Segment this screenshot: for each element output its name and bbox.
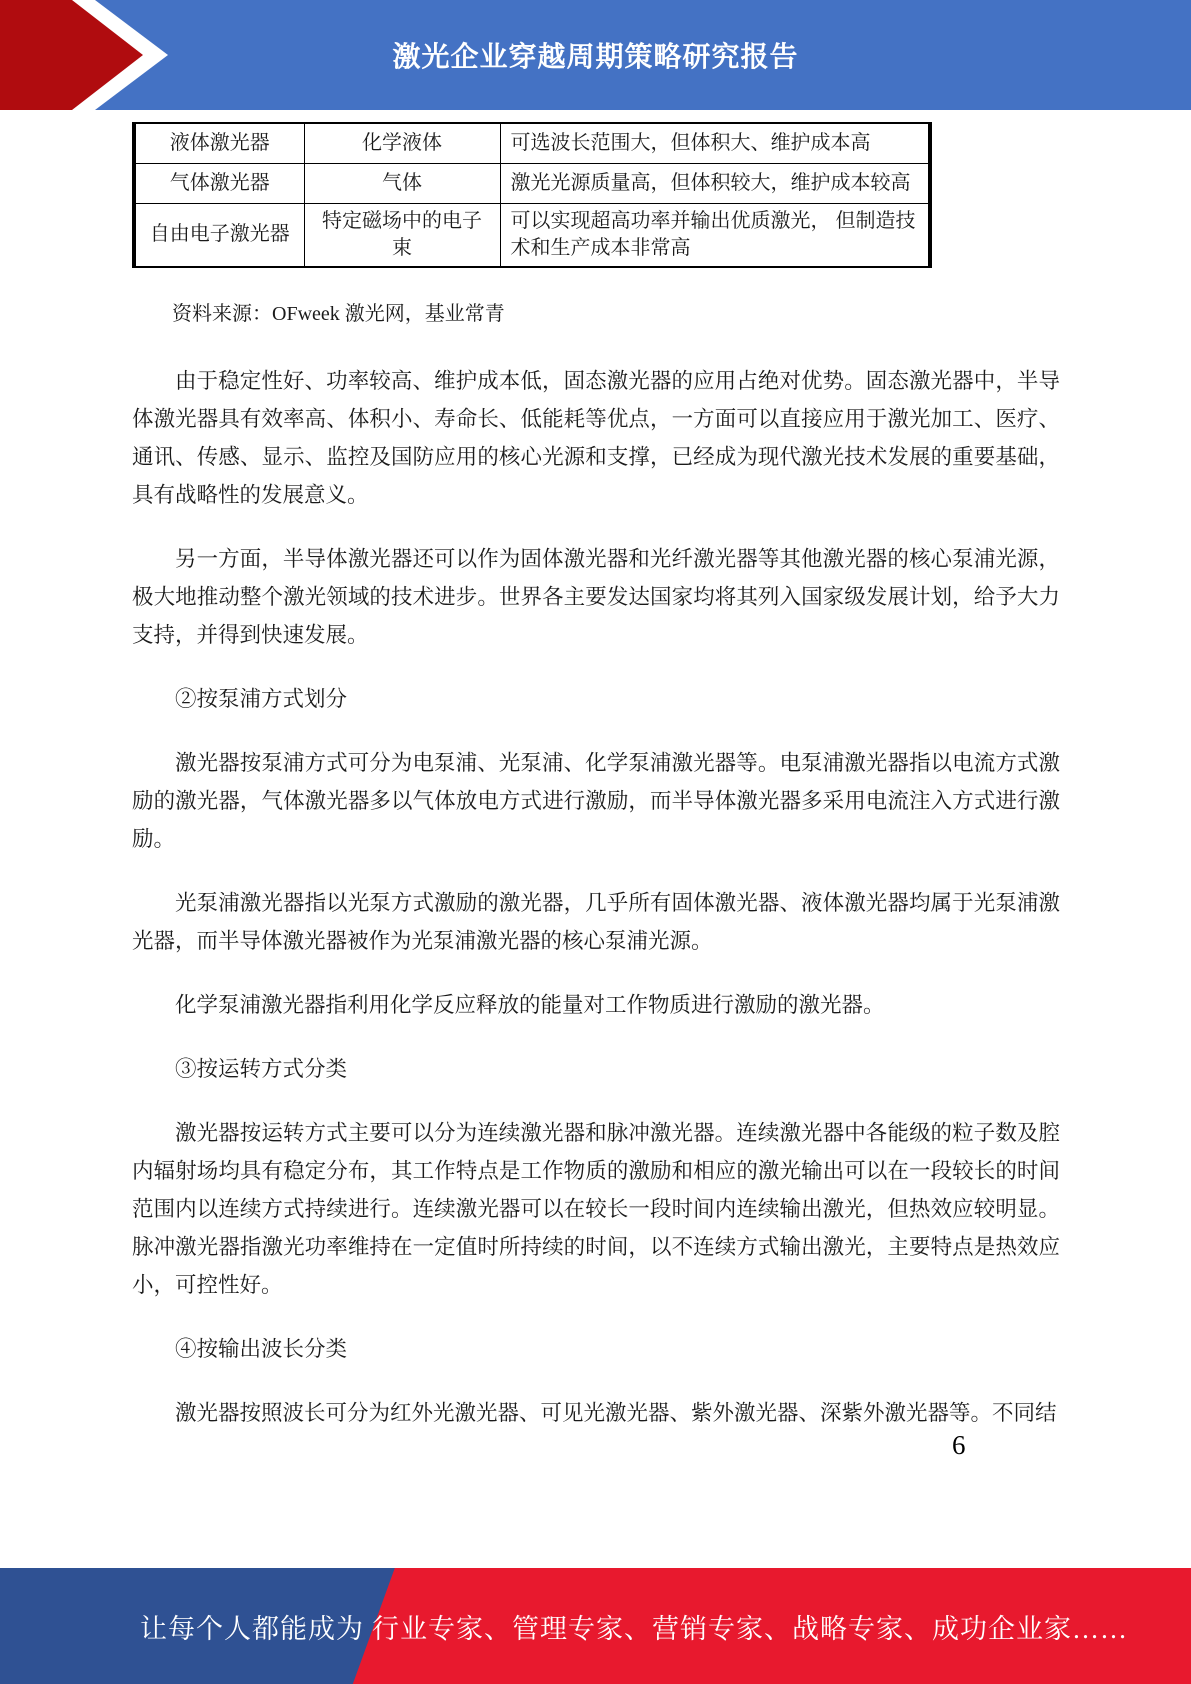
footer-slogan-left: 让每个人都能成为 [140,1613,364,1644]
table-cell: 可以实现超高功率并输出优质激光， 但制造技术和生产成本非常高 [500,203,930,267]
paragraph: 另一方面，半导体激光器还可以作为固体激光器和光纤激光器等其他激光器的核心泵浦光源，极大地推动整个激光领域的技术进步。世界各主要发达国家均将其列入国家级发展计划，给予大力支持，并得到快速发展。 [132,546,1060,647]
section-heading: ④按输出波长分类 [175,1336,348,1361]
table-cell: 可选波长范围大，但体积大、维护成本高 [500,123,930,163]
table-row [134,123,930,163]
section-heading: ②按泵浦方式划分 [175,686,348,711]
source-note: 资料来源：OFweek 激光网，基业常青 [172,302,505,325]
paragraph: 激光器按运转方式主要可以分为连续激光器和脉冲激光器。连续激光器中各能级的粒子数及腔内辐射场均具有稳定分布，其工作特点是工作物质的激励和相应的激光输出可以在一段较长的时间范围内以连续方式持续进行。连续激光器可以在较长一段时间内连续输出激光，但热效应较明显。脉冲激光器指激光功率维持在一定值时所持续的时间，以不连续方式输出激光，主要特点是热效应小，可控性好。 [132,1120,1060,1297]
table-cell: 特定磁场中的电子束 [304,203,500,267]
page-header [0,0,1191,110]
table-cell: 气体 [304,163,500,203]
footer-slogan-right: 行业专家、管理专家、营销专家、战略专家、成功企业家…… [372,1613,1128,1644]
section-heading: ③按运转方式分类 [175,1056,348,1081]
laser-type-table [132,122,932,268]
paragraph: 激光器按泵浦方式可分为电泵浦、光泵浦、化学泵浦激光器等。电泵浦激光器指以电流方式激励的激光器，气体激光器多以气体放电方式进行激励，而半导体激光器多采用电流注入方式进行激励。 [132,750,1060,851]
page-number: 6 [952,1430,966,1460]
table-cell: 激光光源质量高，但体积较大，维护成本较高 [500,163,930,203]
page-footer [0,1568,1191,1684]
table-cell: 液体激光器 [134,123,304,163]
body-text [132,362,1060,1432]
content-area [132,122,1060,1458]
paragraph: 激光器按照波长可分为红外光激光器、可见光激光器、紫外激光器、深紫外激光器等。不同结 [175,1400,1057,1425]
table-cell: 气体激光器 [134,163,304,203]
paragraph: 光泵浦激光器指以光泵方式激励的激光器，几乎所有固体激光器、液体激光器均属于光泵浦激光器，而半导体激光器被作为光泵浦激光器的核心泵浦光源。 [132,890,1060,953]
page-title: 激光企业穿越周期策略研究报告 [392,41,799,72]
table-cell: 自由电子激光器 [134,203,304,267]
paragraph: 化学泵浦激光器指利用化学反应释放的能量对工作物质进行激励的激光器。 [175,992,885,1017]
paragraph: 由于稳定性好、功率较高、维护成本低，固态激光器的应用占绝对优势。固态激光器中，半导体激光器具有效率高、体积小、寿命长、低能耗等优点，一方面可以直接应用于激光加工、医疗、通讯、传感、显示、监控及国防应用的核心光源和支撑，已经成为现代激光技术发展的重要基础，具有战略性的发展意义。 [132,368,1060,507]
table-row [134,163,930,203]
table-row [134,203,930,267]
table-cell: 化学液体 [304,123,500,163]
